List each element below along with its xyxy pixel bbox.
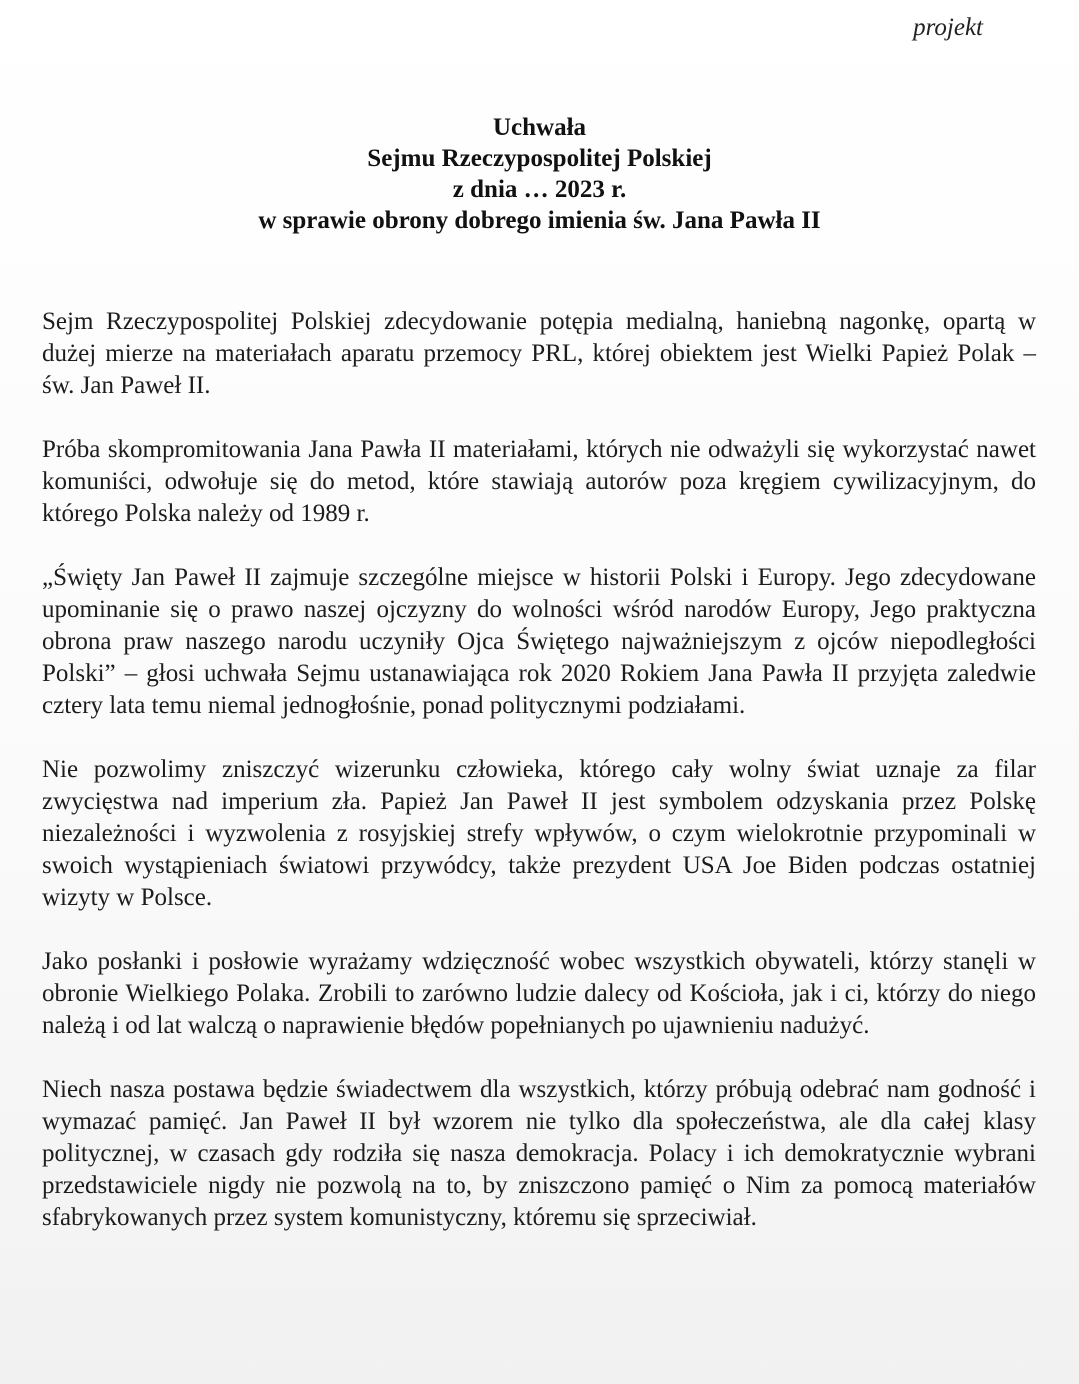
- resolution-heading: [0, 112, 1079, 236]
- heading-issuer: Sejmu Rzeczypospolitej Polskiej: [367, 145, 712, 172]
- paragraph-2: Próba skompromitowania Jana Pawła II materiałami, których nie odważyli się wykorzystać nawet komuniści, odwołuje się do metod, które stawiają autorów poza kręgiem cywilizacyjnym, do którego Polska należy od 1989 r.: [42, 436, 1036, 527]
- heading-subject: w sprawie obrony dobrego imienia św. Jana Pawła II: [258, 207, 821, 234]
- paragraph-1: Sejm Rzeczypospolitej Polskiej zdecydowanie potępia medialną, haniebną nagonkę, opartą w dużej mierze na materiałach aparatu przemocy PRL, której obiektem jest Wielki Papież Polak – św. Jan Paweł II.: [42, 308, 1036, 399]
- paragraph-4: Nie pozwolimy zniszczyć wizerunku człowieka, którego cały wolny świat uznaje za filar zwycięstwa nad imperium zła. Papież Jan Paweł II jest symbolem odzyskania przez Polskę niezależności i wyzwolenia z rosyjskiej strefy wpływów, o czym wielokrotnie przypominali w swoich wystąpieniach światowi przywódcy, także prezydent USA Joe Biden podczas ostatniej wizyty w Polsce.: [42, 756, 1036, 911]
- heading-title: Uchwała: [492, 114, 587, 141]
- heading-date: z dnia … 2023 r.: [452, 176, 627, 203]
- paragraph-5: Jako posłanki i posłowie wyrażamy wdzięczność wobec wszystkich obywateli, którzy stanęli w obronie Wielkiego Polaka. Zrobili to zarówno ludzie dalecy od Kościoła, jak i ci, którzy do niego należą i od lat walczą o naprawienie błędów popełnianych po ujawnieniu nadużyć.: [42, 948, 1036, 1039]
- resolution-body: [42, 306, 1036, 1266]
- paragraph-6: Niech nasza postawa będzie świadectwem dla wszystkich, którzy próbują odebrać nam godność i wymazać pamięć. Jan Paweł II był wzorem nie tylko dla społeczeństwa, ale dla całej klasy politycznej, w czasach gdy rodziła się nasza demokracja. Polacy i ich demokratycznie wybrani przedstawiciele nigdy nie pozwolą na to, by zniszczono pamięć o Nim za pomocą materiałów sfabrykowanych przez system komunistyczny, któremu się sprzeciwiał.: [42, 1076, 1036, 1231]
- draft-stamp: projekt: [913, 14, 983, 41]
- paragraph-3: „Święty Jan Paweł II zajmuje szczególne miejsce w historii Polski i Europy. Jego zdecydowane upominanie się o prawo naszej ojczyzny do wolności wśród narodów Europy, Jego praktyczna obrona praw naszego narodu uczyniły Ojca Świętego najważniejszym z ojców niepodległości Polski” – głosi uchwała Sejmu ustanawiająca rok 2020 Rokiem Jana Pawła II przyjęta zaledwie cztery lata temu niemal jednogłośnie, ponad politycznymi podziałami.: [42, 564, 1036, 719]
